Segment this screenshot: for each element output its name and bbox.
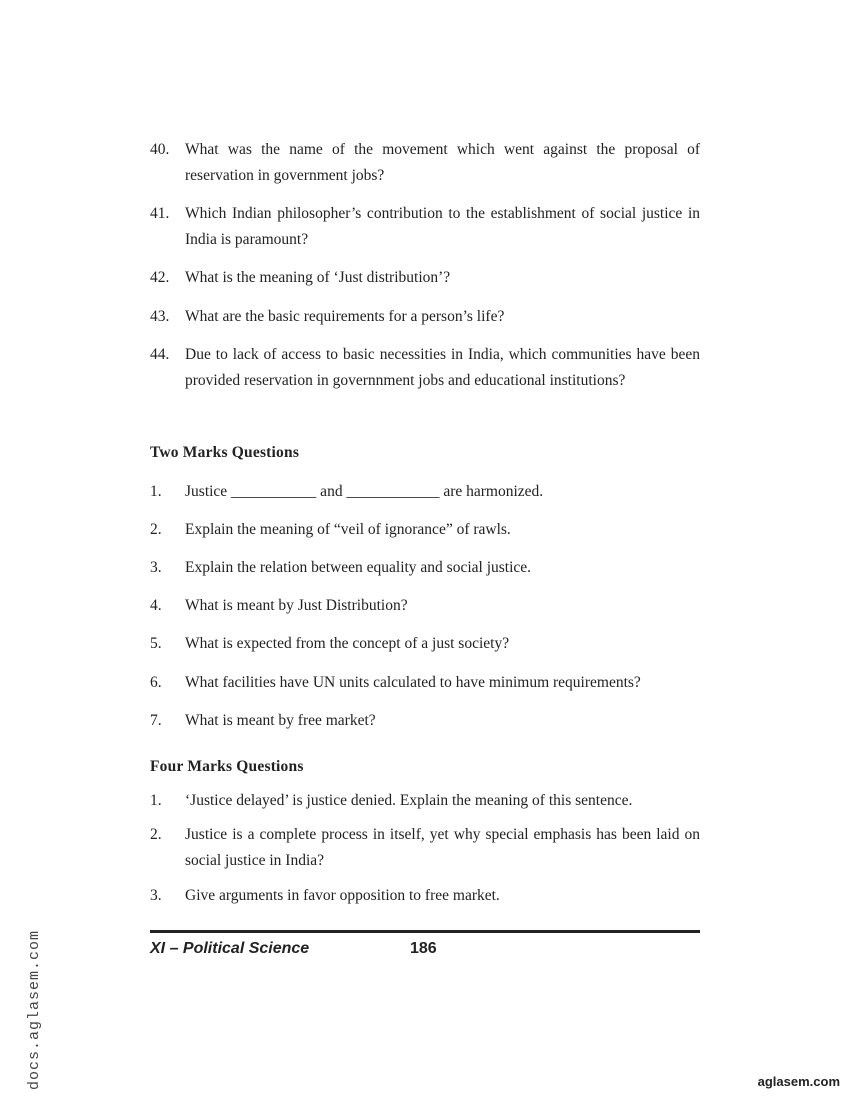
two-mark-question [150,708,700,734]
question-text: What facilities have UN units calculated to have minimum requirements? [185,674,641,691]
two-mark-question [150,670,700,696]
question-number: 6. [150,674,162,691]
two-mark-question [150,517,700,543]
question-42 [150,265,700,291]
page-number: 186 [410,940,437,957]
section-heading-four-marks: Four Marks Questions [150,758,304,775]
question-text: Explain the meaning of “veil of ignorance” of rawls. [185,521,511,538]
question-text: What is meant by Just Distribution? [185,597,408,614]
question-number: 44. [150,346,170,363]
question-number: 42. [150,269,170,286]
question-number: 1. [150,792,162,809]
question-text: Give arguments in favor opposition to free market. [185,887,500,904]
two-mark-question [150,555,700,581]
brand-link[interactable]: aglasem.com [757,1074,840,1089]
four-mark-question [150,788,700,814]
question-41 [150,201,700,253]
question-40 [150,137,700,189]
question-text: Explain the relation between equality and social justice. [185,559,532,576]
question-number: 43. [150,308,170,325]
question-number: 2. [150,521,162,538]
question-number: 5. [150,635,162,652]
question-number: 40. [150,141,170,158]
question-number: 3. [150,887,162,904]
question-text: What is expected from the concept of a just society? [185,635,510,652]
question-text: Justice is a complete process in itself, yet why special emphasis has been laid on social justice in India? [185,826,700,869]
question-text: Due to lack of access to basic necessities in India, which communities have been provided reservation in governnment jobs and educational institutions? [185,346,700,389]
question-number: 3. [150,559,162,576]
question-number: 2. [150,826,162,843]
four-mark-question [150,822,700,874]
question-text: Which Indian philosopher’s contribution to the establishment of social justice in India is paramount? [185,205,700,248]
question-44 [150,342,700,394]
question-text: Justice ___________ and ____________ are harmonized. [185,483,544,500]
two-mark-question [150,479,700,505]
question-number: 4. [150,597,162,614]
two-mark-question [150,593,700,619]
question-text: What are the basic requirements for a person’s life? [185,308,505,325]
side-watermark: docs.aglasem.com [26,929,43,1090]
question-number: 1. [150,483,162,500]
question-text: What is the meaning of ‘Just distribution’? [185,269,451,286]
question-number: 7. [150,712,162,729]
question-43 [150,304,700,330]
question-text: ‘Justice delayed’ is justice denied. Explain the meaning of this sentence. [185,792,633,809]
question-number: 41. [150,205,170,222]
question-text: What was the name of the movement which went against the proposal of reservation in government jobs? [185,141,700,184]
four-mark-question [150,883,700,909]
footer-rule [150,930,700,933]
footer-book-title: XI – Political Science [150,940,310,957]
two-mark-question [150,631,700,657]
section-heading-two-marks: Two Marks Questions [150,444,300,461]
question-text: What is meant by free market? [185,712,376,729]
